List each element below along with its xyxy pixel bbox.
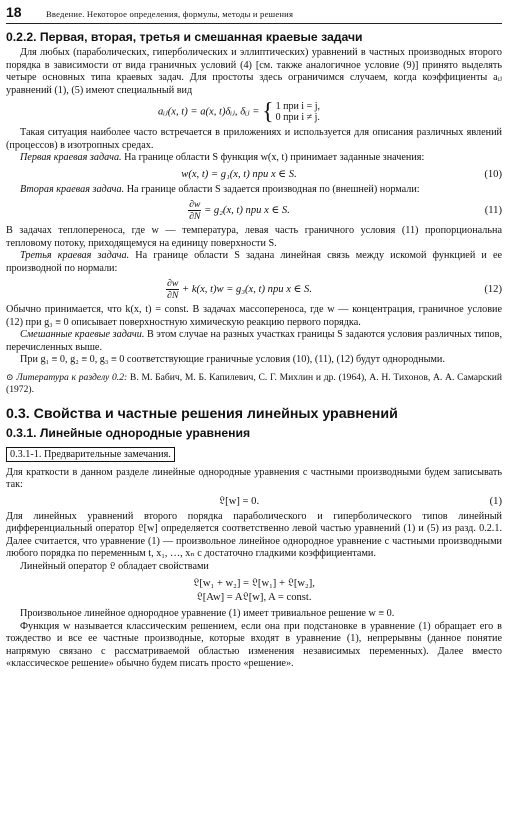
fraction-denominator: ∂N (167, 290, 179, 301)
equation-12 (6, 278, 502, 301)
page-number: 18 (6, 4, 22, 20)
term-label: Смешанные краевые задачи. (20, 329, 145, 340)
equation-10 (6, 168, 502, 181)
running-head (6, 4, 502, 24)
subsection-box-label: 0.3.1-1. Предварительные замечания. (6, 447, 175, 462)
literature-note (6, 371, 502, 396)
paragraph-third-problem (6, 250, 502, 275)
paragraph-second-problem (6, 184, 502, 197)
paragraph: Функция w называется классическим решением, если она при подстановке в уравнение (1) обращает его в тождество и все ее частные производные, которые входят в уравнение (1), непрерывны (данное понятие напрямую связано с рассматриваемой областью изменения независимых переменных). Далее вместо «классическое решение» обычно будем писать просто «решение». (6, 620, 502, 669)
term-label: Третья краевая задача. (20, 250, 130, 261)
literature-marker-icon: ⊙ (6, 371, 14, 382)
paragraph-first-problem (6, 152, 502, 165)
equation-11 (6, 199, 502, 222)
paragraph-mixed-problem (6, 329, 502, 354)
property-line: 𝔏[Aw] = A𝔏[w], A = const. (196, 591, 312, 603)
case-row: 1 при i = j, (275, 100, 320, 112)
term-text: На границе области S задана линейная связь между искомой функцией и ее производной по нормали: (6, 250, 502, 274)
fraction (166, 278, 179, 301)
section-heading-0-2-2: 0.2.2. Первая, вторая, третья и смешанная краевые задачи (6, 30, 363, 44)
term-label: Вторая краевая задача. (20, 183, 125, 195)
equation-text: = g₂(x, t) при x ∈ S. (201, 204, 290, 216)
equation-text: aᵢⱼ(x, t) = a(x, t)δᵢⱼ, δᵢⱼ = (158, 106, 260, 118)
term-text: На границе области S задается производная по (внешней) нормали: (124, 183, 420, 195)
paragraph: При g₁ ≡ 0, g₂ ≡ 0, g₃ ≡ 0 соответствующие граничные условия (10), (11), (12) будут однородными. (20, 354, 445, 365)
literature-label: Литература к разделу 0.2: (16, 371, 128, 383)
section-heading-0-3-1: 0.3.1. Линейные однородные уравнения (6, 425, 251, 440)
equation-text: 𝔏[w] = 0. (218, 495, 260, 507)
running-title: Введение. Некоторое определения, формулы, методы и решения (46, 9, 294, 19)
fraction-denominator: ∂N (189, 211, 201, 222)
equation-number: (11) (484, 205, 502, 216)
paragraph: Для линейных уравнений второго порядка параболического и гиперболического типов линейный дифференциальный оператор 𝔏[w] определяется соответственно левой частью уравнений (1) и (5) из разд. 0.2.1. Далее считается, что уравнение (1) — произвольное линейное однородное уравнение с частными производными любого порядка по переменным t, x₁, …, xₙ с достаточно гладкими коэффициентами. (6, 510, 502, 559)
term-text: На границе области S функция w(x, t) принимает заданные значения: (121, 152, 425, 163)
equation-number: (12) (484, 284, 502, 295)
equation-text: w(x, t) = g₁(x, t) при x ∈ S. (181, 168, 297, 180)
fraction (188, 199, 201, 222)
term-label: Первая краевая задача. (20, 152, 122, 163)
literature-text: В. М. Бабич, М. Б. Капилевич, С. Г. Михлин и др. (1964), А. Н. Тихонов, А. А. Самарский (1972). (6, 371, 503, 395)
term-text: В этом случае на разных участках границы S задаются условия различных типов, перечисленных выше. (6, 329, 503, 353)
section-heading-0-3: 0.3. Свойства и частные решения линейных уравнений (6, 405, 398, 422)
paragraph: Такая ситуация наиболее часто встречается в приложениях и используется для описания различных явлений (процессов) в изотропных средах. (6, 127, 502, 151)
equation-1 (6, 495, 502, 508)
paragraph: В задачах теплопереноса, где w — температура, левая часть граничного условия (11) пропорциональна тепловому потоку, приходящемуся на единицу поверхности S. (6, 225, 502, 249)
cases-brace: { 1 при i = j, 0 при i ≠ j. (262, 99, 320, 125)
operator-properties (6, 577, 502, 604)
equation-coefficients (6, 100, 502, 124)
property-line: 𝔏[w₁ + w₂] = 𝔏[w₁] + 𝔏[w₂], (193, 578, 315, 589)
equation-number: (10) (484, 168, 502, 180)
equation-number: (1) (489, 495, 502, 507)
paragraph: Линейный оператор 𝔏 обладает свойствами (20, 560, 209, 572)
fraction-numerator: ∂w (167, 278, 179, 289)
case-row: 0 при i ≠ j. (275, 112, 320, 123)
paragraph: Для краткости в данном разделе линейные однородные уравнения с частными производными будем записывать так: (6, 466, 502, 490)
paragraph: Для любых (параболических, гиперболических и эллиптических) уравнений в частных производных второго порядка в зависимости от вида граничных условий (4) [см. также аналогичное условие (9)] принято выделять четыре основных типа краевых задач. Для простоты здесь ограничимся случаем, когда коэффициенты aᵢⱼ уравнений (1), (5) имеют специальный вид (6, 47, 502, 96)
paragraph: Произвольное линейное однородное уравнение (1) имеет тривиальное решение w ≡ 0. (20, 608, 395, 619)
equation-text: + k(x, t)w = g₃(x, t) при x ∈ S. (179, 283, 312, 295)
paragraph: Обычно принимается, что k(x, t) = const. В задачах массопереноса, где w — концентрация, граничное условие (12) при g₃ ≡ 0 описывает поверхностную химическую реакцию первого порядка. (6, 304, 502, 328)
fraction-numerator: ∂w (189, 199, 201, 210)
